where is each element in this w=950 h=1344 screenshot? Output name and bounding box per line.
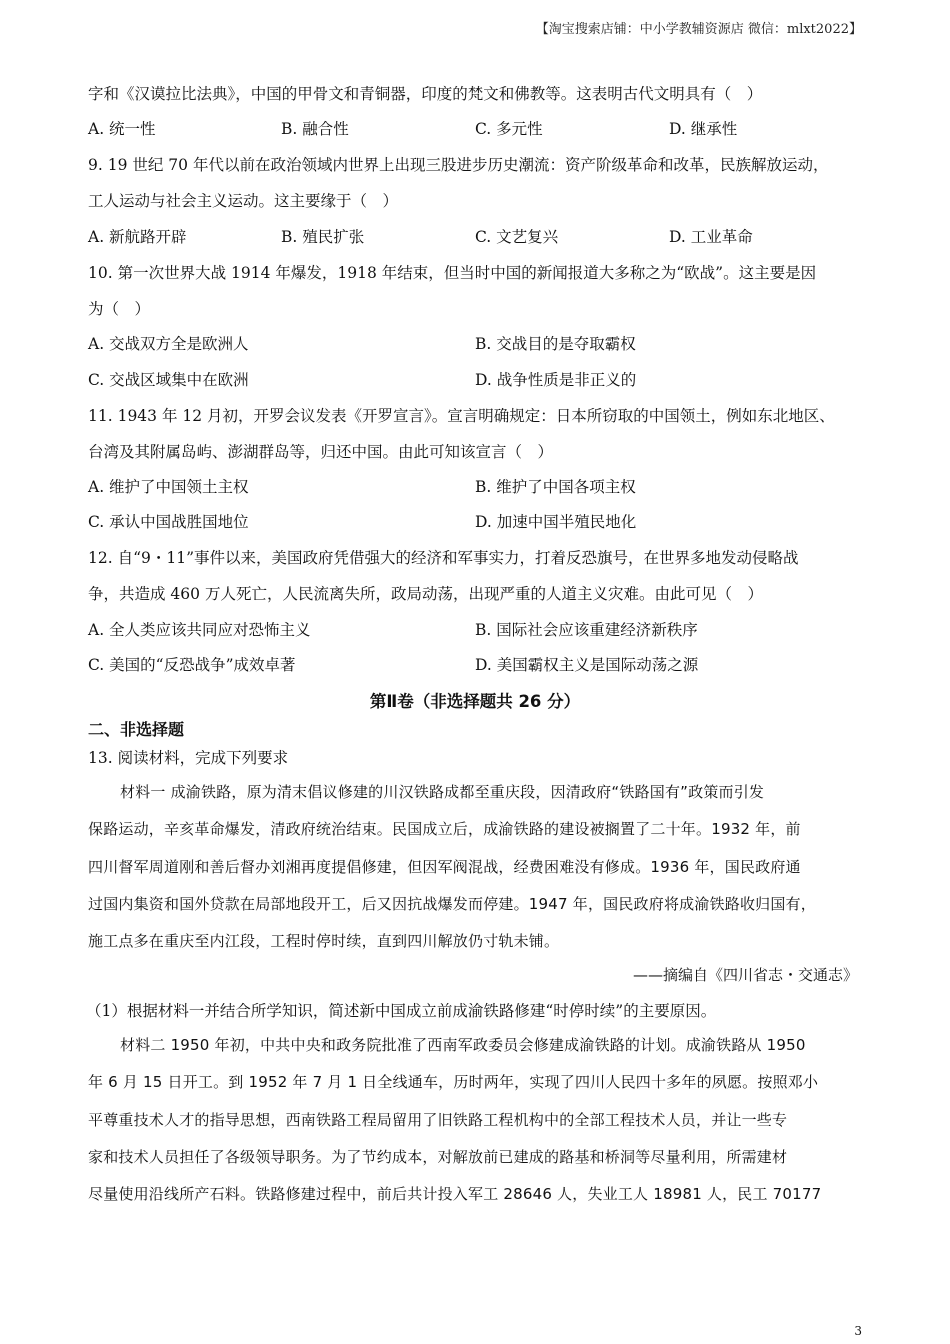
q10-option-b: B. 交战目的是夺取霸权: [475, 335, 636, 353]
q8-option-d: D. 继承性: [669, 120, 738, 138]
material2-line: 年 6 月 15 日开工。到 1952 年 7 月 1 日全线通车，历时两年，实现了四川人民四十多年的夙愿。按照邓小: [88, 1073, 819, 1091]
q10-option-a: A. 交战双方全是欧洲人: [88, 335, 249, 353]
material1-line: 施工点多在重庆至内江段，工程时停时续，直到四川解放仍寸轨未铺。: [88, 932, 560, 950]
material2-line: 平尊重技术人才的指导思想，西南铁路工程局留用了旧铁路工程机构中的全部工程技术人员，并让一些专: [88, 1111, 788, 1129]
q11-option-c: C. 承认中国战胜国地位: [88, 513, 249, 531]
material1-source: ——摘编自《四川省志・交通志》: [632, 966, 858, 984]
q9-option-d: D. 工业革命: [669, 228, 753, 246]
material2-line: 家和技术人员担任了各级领导职务。为了节约成本，对解放前已建成的路基和桥洞等尽量利用，所需建材: [88, 1148, 788, 1166]
q9-stem-line1: 9. 19 世纪 70 年代以前在政治领域内世界上出现三股进步历史潮流：资产阶级革命和改革，民族解放运动，: [88, 156, 829, 174]
q8-stem: 字和《汉谟拉比法典》，中国的甲骨文和青铜器，印度的梵文和佛教等。这表明古代文明具有（ ）: [88, 85, 763, 103]
q10-stem-line1: 10. 第一次世界大战 1914 年爆发，1918 年结束，但当时中国的新闻报道大多称之为“欧战”。这主要是因: [88, 264, 817, 282]
material1-line: 材料一 成渝铁路，原为清末倡议修建的川汉铁路成都至重庆段，因清政府“铁路国有”政策而引发: [120, 783, 765, 801]
q8-option-b: B. 融合性: [281, 120, 349, 138]
part-title: 二、非选择题: [88, 720, 185, 739]
q12-stem-line1: 12. 自“9・11”事件以来，美国政府凭借强大的经济和军事实力，打着反恐旗号，在世界多地发动侵略战: [88, 549, 799, 567]
page-number: 3: [854, 1324, 862, 1338]
q12-option-b: B. 国际社会应该重建经济新秩序: [475, 621, 698, 639]
q9-option-b: B. 殖民扩张: [281, 228, 365, 246]
q9-stem-line2: 工人运动与社会主义运动。这主要缘于（ ）: [88, 192, 399, 210]
q9-option-a: A. 新航路开辟: [88, 228, 187, 246]
q12-stem-line2: 争，共造成 460 万人死亡，人民流离失所，政局动荡，出现严重的人道主义灾难。由此可见（ ）: [88, 585, 763, 603]
q11-option-d: D. 加速中国半殖民地化: [475, 513, 637, 531]
q10-option-d: D. 战争性质是非正义的: [475, 371, 637, 389]
q11-option-a: A. 维护了中国领土主权: [88, 478, 249, 496]
material1-line: 四川督军周道刚和善后督办刘湘再度提倡修建，但因军阀混战，经费困难没有修成。1936 年，国民政府通: [88, 858, 801, 876]
q13-stem: 13. 阅读材料，完成下列要求: [88, 749, 289, 767]
q12-option-c: C. 美国的“反恐战争”成效卓著: [88, 656, 296, 674]
material1-line: 过国内集资和国外贷款在局部地段开工，后又因抗战爆发而停建。1947 年，国民政府将成渝铁路收归国有，: [88, 895, 816, 913]
q10-option-c: C. 交战区域集中在欧洲: [88, 371, 249, 389]
q11-stem-line1: 11. 1943 年 12 月初，开罗会议发表《开罗宣言》。宣言明确规定：日本所窃取的中国领土，例如东北地区、: [88, 407, 835, 425]
q11-option-b: B. 维护了中国各项主权: [475, 478, 636, 496]
material1-line: 保路运动，辛亥革命爆发，清政府统治结束。民国成立后，成渝铁路的建设被搁置了二十年。1932 年，前: [88, 820, 801, 838]
page-header-watermark: 【淘宝搜索店铺：中小学教辅资源店 微信：mlxt2022】: [535, 22, 862, 37]
q13-subquestion-1: （1）根据材料一并结合所学知识，简述新中国成立前成渝铁路修建“时停时续”的主要原因。: [86, 1002, 717, 1020]
q11-stem-line2: 台湾及其附属岛屿、澎湖群岛等，归还中国。由此可知该宣言（ ）: [88, 443, 554, 461]
q12-option-a: A. 全人类应该共同应对恐怖主义: [88, 621, 311, 639]
section-title: 第Ⅱ卷（非选择题共 26 分）: [369, 692, 581, 711]
q9-option-c: C. 文艺复兴: [475, 228, 559, 246]
q12-option-d: D. 美国霸权主义是国际动荡之源: [475, 656, 699, 674]
material2-line: 材料二 1950 年初，中共中央和政务院批准了西南军政委员会修建成渝铁路的计划。成渝铁路从 1950: [120, 1036, 806, 1054]
q10-stem-line2: 为（ ）: [88, 300, 151, 318]
q8-option-a: A. 统一性: [88, 120, 156, 138]
material2-line: 尽量使用沿线所产石料。铁路修建过程中，前后共计投入军工 28646 人，失业工人 18981 人，民工 70177: [88, 1185, 822, 1203]
q8-option-c: C. 多元性: [475, 120, 543, 138]
